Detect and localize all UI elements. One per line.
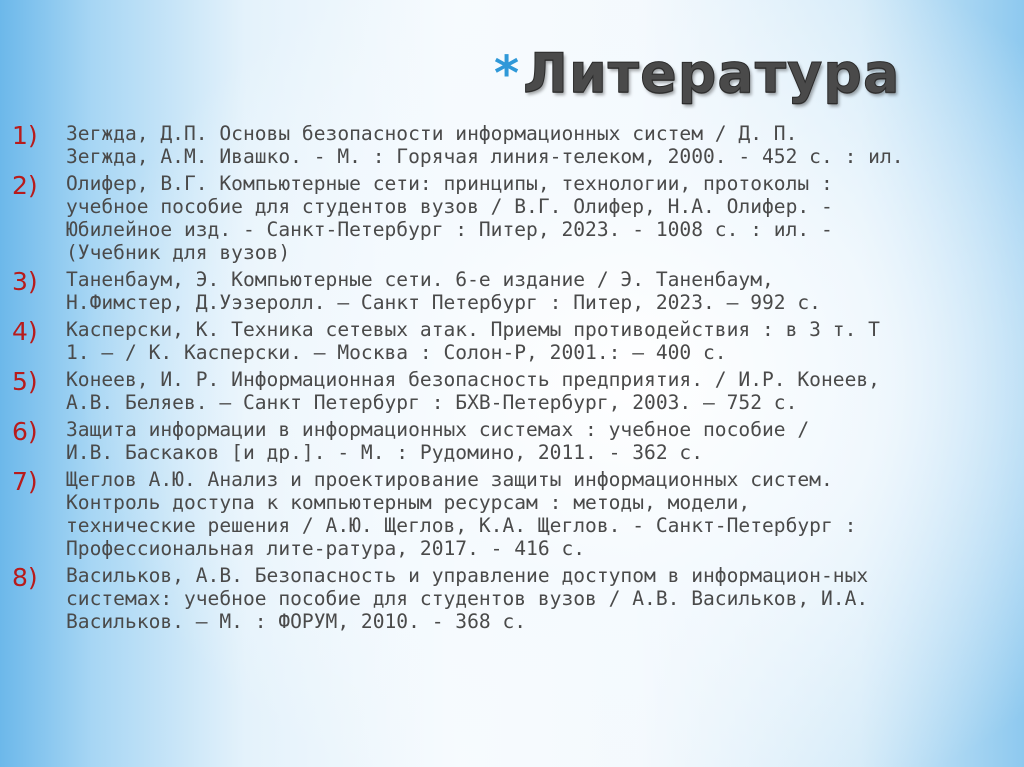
reference-item-7 — [12, 468, 1012, 560]
reference-text: Защита информации в информационных системах : учебное пособие / И.В. Баскаков [и др.]. - М. : Рудомино, 2011. - 362 с. — [66, 418, 810, 464]
reference-item-4 — [12, 318, 1012, 364]
reference-number: 6) — [12, 417, 38, 446]
reference-number: 3) — [12, 267, 38, 296]
slide-title — [494, 42, 901, 126]
reference-text: Олифер, В.Г. Компьютерные сети: принципы, технологии, протоколы : учебное пособие для студентов вузов / В.Г. Олифер, Н.А. Олифер. - Юбилейное изд. - Санкт-Петербург : Питер, 2023. - 1008 с. : ил. - (Учебник для вузов) — [66, 172, 833, 264]
slide-title-text: Литература — [523, 42, 901, 105]
reference-item-5 — [12, 368, 1012, 414]
reference-number: 4) — [12, 317, 38, 346]
reference-item-3 — [12, 268, 1012, 314]
reference-text: Конеев, И. Р. Информационная безопасность предприятия. / И.Р. Конеев, А.В. Беляев. — Санкт Петербург : БХВ-Петербург, 2003. – 752 с. — [66, 368, 880, 414]
reference-number: 5) — [12, 367, 38, 396]
reference-text: Зегжда, Д.П. Основы безопасности информационных систем / Д. П. Зегжда, А.М. Ивашко. - М. : Горячая линия-телеком, 2000. - 452 с. : ил. — [66, 122, 904, 168]
reference-text: Таненбаум, Э. Компьютерные сети. 6-е издание / Э. Таненбаум, Н.Фимстер, Д.Уэзеролл. – Санкт Петербург : Питер, 2023. – 992 с. — [66, 268, 821, 314]
reference-number: 7) — [12, 467, 38, 496]
reference-item-2 — [12, 172, 1012, 264]
reference-item-1 — [12, 122, 1012, 168]
reference-text: Щеглов А.Ю. Анализ и проектирование защиты информационных систем. Контроль доступа к компьютерным ресурсам : методы, модели, технические решения / А.Ю. Щеглов, К.А. Щеглов. - Санкт-Петербург : Профессиональная лите-ратура, 2017. - 416 с. — [66, 468, 857, 560]
reference-number: 1) — [12, 121, 38, 150]
reference-list — [12, 122, 1012, 637]
reference-item-6 — [12, 418, 1012, 464]
star-bullet-icon: * — [494, 46, 520, 102]
reference-number: 2) — [12, 171, 38, 200]
reference-number: 8) — [12, 563, 38, 592]
reference-text: Касперски, К. Техника сетевых атак. Приемы противодействия : в 3 т. Т 1. – / К. Касперски. – Москва : Солон-Р, 2001.: – 400 с. — [66, 318, 880, 364]
reference-item-8 — [12, 564, 1012, 633]
reference-text: Васильков, А.В. Безопасность и управление доступом в информацион-ных системах: учебное пособие для студентов вузов / А.В. Васильков, И.А. Васильков. – М. : ФОРУМ, 2010. - 368 с. — [66, 564, 869, 633]
